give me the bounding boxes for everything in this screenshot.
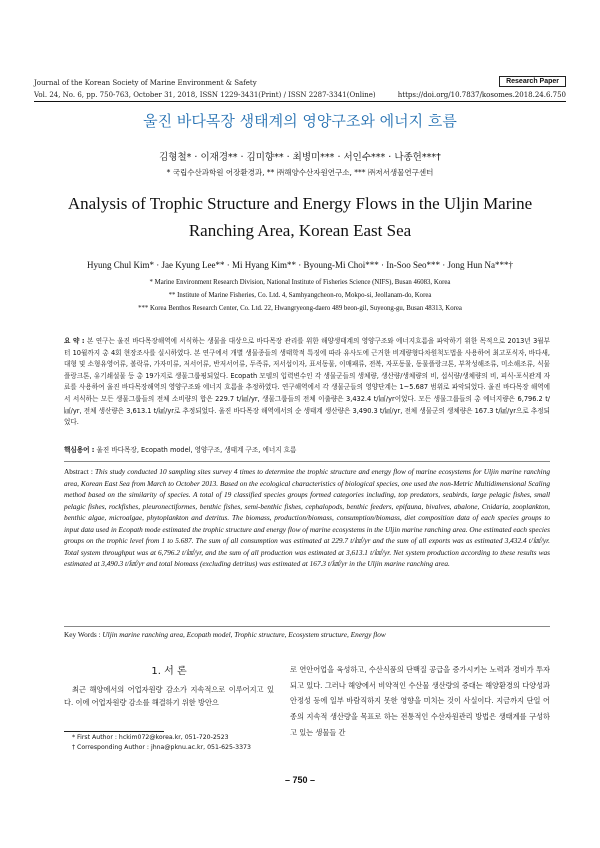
body-column-left: 최근 해양에서의 어업자원량 감소가 지속적으로 이루어지고 있다. 이에 어업자원량 감소를 해결하기 위한 방안으 — [64, 685, 274, 707]
title-korean: 울진 바다목장 생태계의 영양구조와 에너지 흐름 — [143, 112, 457, 130]
footnote-divider — [64, 731, 164, 732]
volume-issn-line: Vol. 24, No. 6, pp. 750-763, October 31, 2018, ISSN 1229-3431(Print) / ISSN 2287-3341(Online) — [34, 91, 376, 99]
abstract-korean — [64, 336, 550, 429]
abstract-english-label: Abstract : — [64, 467, 93, 476]
abstract-english-text: This study conducted 10 sampling sites survey 4 times to determine the trophic structure and energy flow of marine ecosystems for Uljin marine ranching area, Korean East Sea from March to October 2013. Based on the ecological characteristics of biological species, one used the non-Metric Multidimensional Scaling method based on the similarity of species. A total of 19 classified species groups formed categories including, top predators, seabirds, large pelagic fishes, small pelagic fishes, rockfishes, pleuronectiformes, benthic fishes, semi-benthic fishes, cephalopods, benthic feeders, epifauna, bivalves, abalone, Cnidaria, zooplankton, benthic algae, microalgae, phytoplankton and detritus. The biomass, production/biomass, consumption/biomass, diet composition data of each species groups to input data used in Ecopath mode estimated the trophic structure and energy flow of marine ecosystems in the Uljin marine ranching area. One estimated each species groups on the trophic level from 1 to 5.687. The sum of all consumption was estimated at 229.7 t/㎢/yr and the sum of all exports was as estimated 3,432.4 t/㎢/yr. Total system throughput was at 6,796.2 t/㎢/yr, and the sum of all production was estimated at 3,613.1 t/㎢/yr. Net system production according to these results was estimated at 3,490.3 t/㎢/yr and total biomass (excluding detritus) was estimated at 167.3 t/㎢/yr in the Uljin marine ranching area. — [64, 467, 550, 569]
affiliation-english-2: ** Institute of Marine Fisheries, Co. Ltd. 4, Samhyangcheon-ro, Mokpo-si, Jeollanam-do, Korea — [168, 292, 432, 299]
abstract-korean-label: 요 약 : — [64, 337, 85, 345]
section-heading-introduction: 1. 서 론 — [151, 666, 187, 677]
page-number: – 750 – — [284, 775, 316, 785]
footnote-first-author: * First Author : hckim072@korea.kr, 051-720-2523 — [72, 734, 229, 741]
keywords-english — [64, 630, 550, 639]
doi-link[interactable]: https://doi.org/10.7837/kosomes.2018.24.6.750 — [397, 91, 566, 99]
authors-english: Hyung Chul Kim* · Jae Kyung Lee** · Mi Hyang Kim** · Byoung-Mi Choi*** · In-Soo Seo*** · Jong Hun Na***† — [87, 260, 513, 270]
affiliation-korean: * 국립수산과학원 어장환경과, ** ㈜해양수산자원연구소, *** ㈜저서생물연구센터 — [166, 168, 434, 177]
authors-korean: 김형철* · 이재경** · 김미향** · 최병미*** · 서인수*** · 나종헌***† — [159, 152, 441, 163]
header-divider — [34, 101, 566, 102]
abstract-korean-text: 본 연구는 울진 바다목장해역에 서식하는 생물을 대상으로 바다목장 관리를 위한 해양생태계의 영양구조와 에너지흐름을 파악하기 위한 목적으로 2013년 3월부터 10월까지 총 4회 현장조사를 실시하였다. 본 연구에서 개별 생물종들의 생태학적 특징에 따라 유사도에 근거한 비계량형다차원척도법을 사용하여 최고포식자, 바다새, 대형 및 소형유영어류, 볼락류, 가자미류, 저서어류, 반저서어류, 두족류, 저서섭이자, 표서동물, 이매패류, 전복, 자포동물, 동물플랑크톤, 부착성해조류, 미소해조류, 식물플랑크톤, 유기쇄설물 등 총 19가지로 생물그룹핑되었다. Ecopath 모델의 입력변수인 각 생물군들의 생체량, 생산량/생체량의 비, 섭식량/생체량의 비, 피식-포식관계 자료를 사용하여 울진 바다목장해역의 영양구조와 에너지 흐름을 추정하였다. 연구해역에서 각 생물군들의 영양단계는 1~5.687 범위로 파악되었다. 울진 바다목장 해역에서 서식하는 모든 생물그룹들의 전체 소비량의 합은 229.7 t/㎢/yr, 생물그룹들의 전체 이출량은 3,432.4 t/㎢/yr이었다. 모든 생물그룹들의 총 에너지량은 6,796.2 t/㎢/yr, 전체 생산량은 3,613.1 t/㎢/yr로 추정되었다. 울진 바다목장 해역에서의 순 생태계 생산량은 3,490.3 t/㎢/yr, 전체 생물군의 생체량은 167.3 t/㎢/yr으로 추정되었다. — [64, 337, 550, 427]
keywords-korean-label: 핵심용어 : — [64, 446, 95, 454]
keywords-korean-text: 울진 바다목장, Ecopath model, 영양구조, 생태계 구조, 에너지 흐름 — [96, 446, 297, 454]
research-paper-badge: Research Paper — [499, 76, 566, 87]
abstract-divider-bottom — [64, 626, 550, 627]
title-english: Analysis of Trophic Structure and Energy Flows in the Uljin Marine Ranching Area, Korean East Sea — [67, 194, 533, 240]
journal-name: Journal of the Korean Society of Marine Environment & Safety — [34, 79, 257, 87]
keywords-korean — [64, 444, 550, 454]
affiliation-english-1: * Marine Environment Research Division, National Institute of Fisheries Science (NIFS), Busan 46083, Korea — [149, 279, 451, 286]
abstract-english — [64, 466, 550, 570]
body-column-right: 로 연안어업을 육성하고, 수산식품의 단백질 공급을 증가시키는 노력과 경비가 투자되고 있다. 그러나 해양에서 비약적인 수산물 생산량의 증대는 해양환경의 다양성과 안정성 등에 일부 바람직하지 못한 영향을 미치는 것이 사실이다. 지금까지 단일 어종의 지속적 생산량을 목표로 하는 전통적인 수산자원관리 방법은 생태계를 구성하고 있는 생물들 간 — [290, 665, 550, 737]
keywords-english-text: Uljin marine ranching area, Ecopath model, Trophic structure, Ecosystem structure, Energy flow — [102, 630, 386, 639]
abstract-divider-top — [64, 461, 550, 462]
affiliation-english-3: *** Korea Benthos Research Center, Co. Ltd. 22, Hwangryeong-daero 489 beon-gil, Suyeong-gu, Busan 48313, Korea — [138, 305, 462, 312]
footnote-corresponding-author: † Corresponding Author : jhna@pknu.ac.kr, 051-625-3373 — [72, 744, 251, 751]
keywords-english-label: Key Words : — [64, 630, 101, 639]
